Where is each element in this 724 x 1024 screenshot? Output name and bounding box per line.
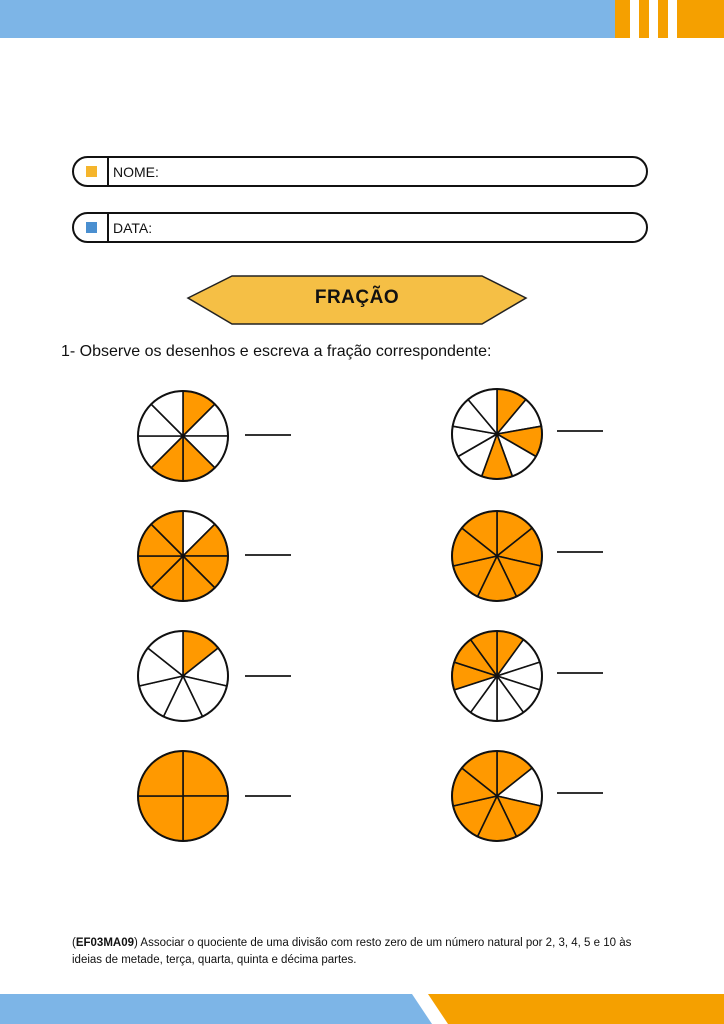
fraction-circle — [136, 749, 230, 843]
name-field[interactable] — [72, 156, 648, 187]
title-banner — [186, 274, 528, 326]
name-square-icon — [86, 166, 97, 177]
field-divider — [107, 156, 109, 187]
answer-line[interactable] — [557, 551, 603, 553]
fraction-circle — [450, 749, 544, 843]
fraction-circle — [136, 509, 230, 603]
name-label: NOME: — [113, 163, 159, 180]
date-field[interactable] — [72, 212, 648, 243]
exercise-instruction: 1- Observe os desenhos e escreva a fração correspondente: — [61, 343, 492, 360]
fraction-circle — [136, 629, 230, 723]
skill-text: ) Associar o quociente de uma divisão com resto zero de um número natural por 2, 3, 4, 5 e 10 às ideias de metade, terça, quarta, quinta e décima partes. — [72, 937, 632, 966]
fraction-circle — [450, 629, 544, 723]
answer-line[interactable] — [245, 675, 291, 677]
skill-description: (EF03MA09) Associar o quociente de uma divisão com resto zero de um número natural por 2, 3, 4, 5 e 10 às ideias de metade, terça, quarta, quinta e décima partes. — [72, 937, 632, 966]
bottom-decorative-bar — [0, 994, 724, 1024]
answer-line[interactable] — [557, 672, 603, 674]
field-divider — [107, 212, 109, 243]
fraction-circle — [450, 509, 544, 603]
answer-line[interactable] — [245, 795, 291, 797]
date-label: DATA: — [113, 219, 153, 236]
top-decorative-bar — [0, 0, 724, 38]
answer-line[interactable] — [557, 792, 603, 794]
date-square-icon — [86, 222, 97, 233]
fraction-circle — [450, 387, 544, 481]
page-title: FRAÇÃO — [314, 287, 400, 308]
answer-line[interactable] — [245, 554, 291, 556]
skill-code: EF03MA09 — [75, 937, 135, 949]
answer-line[interactable] — [557, 430, 603, 432]
answer-line[interactable] — [245, 434, 291, 436]
fraction-circle — [136, 389, 230, 483]
